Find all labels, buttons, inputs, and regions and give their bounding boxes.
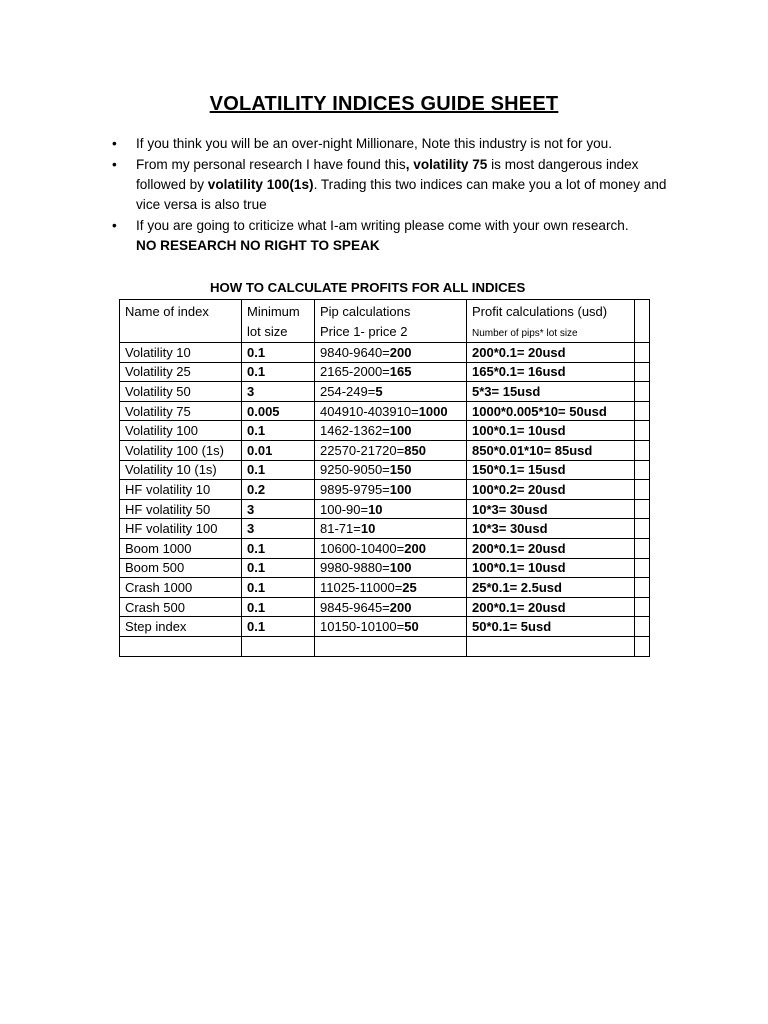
bullet-icon: • — [112, 218, 117, 233]
lot-size-cell: 0.1 — [242, 578, 315, 598]
page-title: VOLATILITY INDICES GUIDE SHEET — [209, 93, 559, 115]
index-name-cell: Volatility 25 — [120, 362, 242, 382]
empty-cell — [635, 597, 650, 617]
bullet-item — [112, 134, 692, 154]
index-name-cell: HF volatility 10 — [120, 480, 242, 500]
profit-calc-cell: 200*0.1= 20usd — [467, 343, 635, 363]
pip-result: 200 — [389, 599, 412, 615]
index-name-cell: Boom 1000 — [120, 538, 242, 558]
index-name-cell: Volatility 100 (1s) — [120, 440, 242, 460]
index-name-cell: HF volatility 100 — [120, 519, 242, 539]
bullet-text: From my personal research I have found this — [136, 157, 406, 172]
profit-calc-cell: 50*0.1= 5usd — [467, 617, 635, 637]
empty-cell — [635, 578, 650, 598]
header-label: Name of index — [125, 304, 209, 319]
pip-calc-cell — [315, 578, 467, 598]
empty-cell — [635, 401, 650, 421]
index-name-cell: Volatility 10 (1s) — [120, 460, 242, 480]
empty-cell — [635, 480, 650, 500]
table-row — [120, 597, 650, 617]
profit-calc-cell: 10*3= 30usd — [467, 519, 635, 539]
pip-result: 850 — [404, 442, 426, 458]
lot-size-cell: 3 — [242, 382, 315, 402]
pip-expression: 10150-10100= — [320, 619, 405, 635]
empty-cell — [635, 538, 650, 558]
bullet-item — [112, 216, 692, 256]
lot-size-cell: 0.1 — [242, 362, 315, 382]
index-name-cell: Volatility 75 — [120, 401, 242, 421]
header-label: Profit calculations (usd) — [472, 304, 608, 319]
header-name-of-index — [120, 300, 242, 343]
header-pip-calc — [315, 300, 467, 343]
empty-cell — [635, 421, 650, 441]
pip-calc-cell — [315, 538, 467, 558]
pip-calc-cell — [315, 460, 467, 480]
profit-calc-cell: 200*0.1= 20usd — [467, 538, 635, 558]
header-label: Pip calculations — [320, 304, 411, 319]
lot-size-cell: 0.1 — [242, 617, 315, 637]
header-note: Number of pips* lot size — [472, 328, 578, 339]
lot-size-cell: 0.1 — [242, 538, 315, 558]
pip-calc-cell — [315, 597, 467, 617]
pip-result: 50 — [404, 619, 419, 635]
bullet-bold-text: NO RESEARCH NO RIGHT TO SPEAK — [136, 238, 380, 253]
pip-result: 100 — [389, 560, 412, 576]
pip-calc-cell — [315, 499, 467, 519]
table-row — [120, 440, 650, 460]
index-name-cell: Volatility 10 — [120, 343, 242, 363]
pip-expression: 11025-11000= — [320, 579, 403, 595]
bullet-list — [112, 134, 692, 257]
pip-calc-cell — [315, 480, 467, 500]
table-row — [120, 519, 650, 539]
pip-calc-cell — [315, 440, 467, 460]
pip-calc-cell — [315, 558, 467, 578]
pip-calc-cell — [315, 343, 467, 363]
empty-cell — [635, 519, 650, 539]
profit-calc-cell: 200*0.1= 20usd — [467, 597, 635, 617]
bullet-text: If you think you will be an over-night Millionare, Note this industry is not for you. — [136, 136, 613, 151]
profit-calc-cell: 850*0.01*10= 85usd — [467, 440, 635, 460]
bullet-text: If you are going to criticize what I-am writing please come with your own research. — [136, 218, 629, 233]
lot-size-cell: 3 — [242, 519, 315, 539]
lot-size-cell: 0.1 — [242, 460, 315, 480]
pip-calc-cell — [315, 382, 467, 402]
lot-size-cell: 0.1 — [242, 597, 315, 617]
table-row — [120, 617, 650, 637]
index-name-cell: Boom 500 — [120, 558, 242, 578]
pip-expression: 254-249= — [320, 383, 376, 399]
profit-calc-cell: 10*3= 30usd — [467, 499, 635, 519]
table-header-row — [120, 300, 650, 343]
header-empty-cell — [635, 300, 650, 343]
empty-cell — [635, 343, 650, 363]
pip-expression: 100-90= — [320, 501, 369, 517]
pip-expression: 81-71= — [320, 521, 361, 537]
profit-calc-cell: 150*0.1= 15usd — [467, 460, 635, 480]
bullet-item — [112, 155, 692, 215]
profit-calc-cell: 100*0.1= 10usd — [467, 558, 635, 578]
pip-result: 10 — [360, 521, 376, 537]
pip-calc-cell — [315, 421, 467, 441]
lot-size-cell: 0.01 — [242, 440, 315, 460]
pip-expression: 9840-9640= — [320, 344, 390, 360]
lot-size-cell: 3 — [242, 499, 315, 519]
pip-expression: 9845-9645= — [320, 599, 390, 615]
indices-table — [119, 299, 650, 657]
pip-result: 5 — [375, 383, 383, 399]
bullet-bold-text: volatility 100(1s) — [207, 177, 314, 192]
pip-result: 150 — [389, 462, 412, 478]
empty-cell — [635, 362, 650, 382]
pip-result: 200 — [404, 540, 426, 556]
pip-expression: 404910-403910= — [320, 403, 419, 419]
pip-expression: 2165-2000= — [320, 364, 390, 380]
lot-size-cell: 0.2 — [242, 480, 315, 500]
lot-size-cell: 0.1 — [242, 421, 315, 441]
profit-calc-cell: 100*0.1= 10usd — [467, 421, 635, 441]
bullet-text: . Trading this two indices can make you a lot of money and vice versa is also true — [136, 177, 667, 212]
table-row — [120, 578, 650, 598]
pip-result: 10 — [368, 501, 383, 517]
index-name-cell: Step index — [120, 617, 242, 637]
bullet-icon: • — [112, 136, 117, 151]
pip-result: 25 — [402, 579, 417, 595]
table-row — [120, 499, 650, 519]
pip-result: 165 — [389, 364, 412, 380]
pip-expression: 9250-9050= — [320, 462, 390, 478]
profit-calc-cell: 165*0.1= 16usd — [467, 362, 635, 382]
empty-cell — [315, 636, 467, 656]
lot-size-cell: 0.1 — [242, 343, 315, 363]
table-empty-row — [120, 636, 650, 656]
table-row — [120, 538, 650, 558]
lot-size-cell: 0.1 — [242, 558, 315, 578]
lot-size-cell: 0.005 — [242, 401, 315, 421]
empty-cell — [635, 382, 650, 402]
empty-cell — [635, 499, 650, 519]
header-label: Price 1- price 2 — [320, 324, 408, 339]
bullet-text: is most dangerous index followed by — [136, 157, 639, 192]
pip-result: 200 — [389, 344, 412, 360]
table-title: HOW TO CALCULATE PROFITS FOR ALL INDICES — [210, 280, 526, 295]
pip-expression: 10600-10400= — [320, 540, 405, 556]
table-row — [120, 480, 650, 500]
table-row — [120, 421, 650, 441]
index-name-cell: Volatility 100 — [120, 421, 242, 441]
pip-expression: 1462-1362= — [320, 423, 390, 439]
header-profit-calc — [467, 300, 635, 343]
table-row — [120, 558, 650, 578]
empty-cell — [242, 636, 315, 656]
pip-result: 100 — [389, 481, 412, 497]
pip-calc-cell — [315, 617, 467, 637]
empty-cell — [467, 636, 635, 656]
index-name-cell: Crash 500 — [120, 597, 242, 617]
pip-expression: 9895-9795= — [320, 481, 390, 497]
pip-result: 1000 — [418, 403, 448, 419]
empty-cell — [120, 636, 242, 656]
pip-expression: 9980-9880= — [320, 560, 390, 576]
bullet-icon: • — [112, 157, 117, 172]
profit-calc-cell: 1000*0.005*10= 50usd — [467, 401, 635, 421]
profit-calc-cell: 100*0.2= 20usd — [467, 480, 635, 500]
header-label: lot size — [247, 324, 288, 339]
pip-calc-cell — [315, 401, 467, 421]
header-min-lot — [242, 300, 315, 343]
profit-calc-cell: 25*0.1= 2.5usd — [467, 578, 635, 598]
profit-calc-cell: 5*3= 15usd — [467, 382, 635, 402]
table-row — [120, 460, 650, 480]
pip-calc-cell — [315, 519, 467, 539]
pip-result: 100 — [389, 423, 412, 439]
empty-cell — [635, 460, 650, 480]
index-name-cell: Volatility 50 — [120, 382, 242, 402]
table-row — [120, 401, 650, 421]
index-name-cell: Crash 1000 — [120, 578, 242, 598]
header-label: Minimum — [247, 304, 300, 319]
table-row — [120, 362, 650, 382]
index-name-cell: HF volatility 50 — [120, 499, 242, 519]
table-row — [120, 343, 650, 363]
table-row — [120, 382, 650, 402]
empty-cell — [635, 558, 650, 578]
bullet-bold-text: , volatility 75 — [405, 157, 488, 172]
empty-cell — [635, 617, 650, 637]
empty-cell — [635, 636, 650, 656]
empty-cell — [635, 440, 650, 460]
pip-calc-cell — [315, 362, 467, 382]
pip-expression: 22570-21720= — [320, 442, 405, 458]
